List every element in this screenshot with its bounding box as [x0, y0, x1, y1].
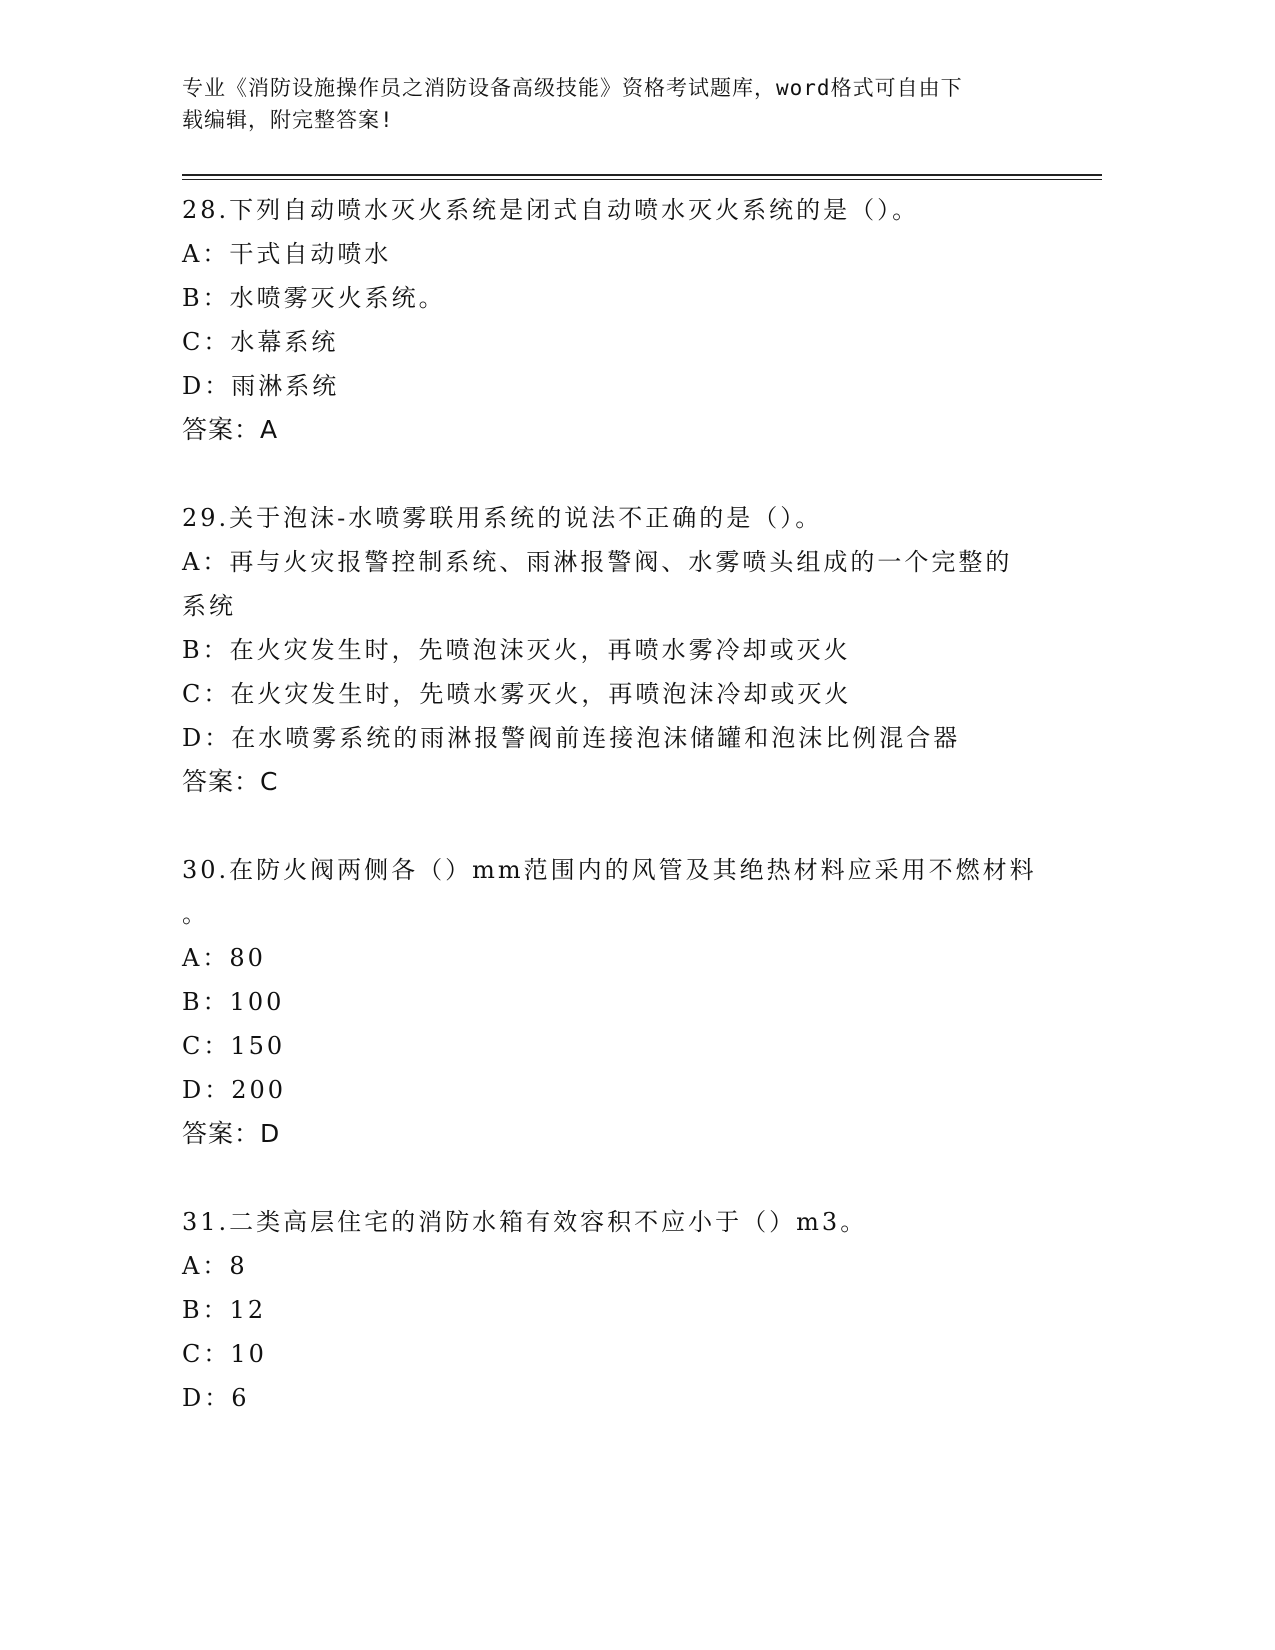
answer-line: 答案：A: [182, 415, 279, 444]
question-stem: 28.下列自动喷水灭火系统是闭式自动喷水灭火系统的是（）。: [182, 196, 920, 224]
spacer: [182, 804, 1062, 848]
question-stem: 30.在防火阀两侧各（）mm范围内的风管及其绝热材料应采用不燃材料: [182, 856, 1037, 884]
question-list: [182, 188, 1062, 1420]
question-31: [182, 1200, 1062, 1420]
header-line-1: 专业《消防设施操作员之消防设备高级技能》资格考试题库，word格式可自由下: [182, 76, 963, 100]
answer-line: 答案：D: [182, 1119, 281, 1148]
spacer: [182, 452, 1062, 496]
option-d: D：雨淋系统: [182, 372, 340, 400]
option-b: B：12: [182, 1296, 267, 1324]
header-line-2: 载编辑，附完整答案!: [182, 108, 394, 132]
option-c: C：150: [182, 1032, 286, 1060]
question-30: [182, 848, 1062, 1156]
option-c: C：水幕系统: [182, 328, 339, 356]
option-a: A：80: [182, 944, 266, 972]
option-a: A：干式自动喷水: [182, 240, 392, 268]
option-a: A：再与火灾报警控制系统、雨淋报警阀、水雾喷头组成的一个完整的: [182, 548, 1013, 576]
option-d: D：在水喷雾系统的雨淋报警阀前连接泡沫储罐和泡沫比例混合器: [182, 724, 961, 752]
document-header: [182, 72, 1062, 136]
option-c: C：10: [182, 1340, 267, 1368]
option-a: A：8: [182, 1252, 248, 1280]
question-stem: 31.二类高层住宅的消防水箱有效容积不应小于（）m3。: [182, 1208, 868, 1236]
option-d: D：6: [182, 1384, 250, 1412]
option-b: B：100: [182, 988, 285, 1016]
spacer: [182, 1156, 1062, 1200]
option-d: D：200: [182, 1076, 287, 1104]
option-c: C：在火灾发生时，先喷水雾灭火，再喷泡沫冷却或灭火: [182, 680, 852, 708]
question-29: [182, 496, 1062, 804]
question-28: [182, 188, 1062, 452]
question-stem-continued: 。: [182, 900, 209, 928]
header-divider-thin: [182, 179, 1102, 180]
option-a-continued: 系统: [182, 592, 236, 620]
option-b: B：在火灾发生时，先喷泡沫灭火，再喷水雾冷却或灭火: [182, 636, 851, 664]
question-stem: 29.关于泡沫-水喷雾联用系统的说法不正确的是（）。: [182, 504, 823, 532]
answer-line: 答案：C: [182, 767, 279, 796]
option-b: B：水喷雾灭火系统。: [182, 284, 446, 312]
header-divider-thick: [182, 174, 1102, 176]
